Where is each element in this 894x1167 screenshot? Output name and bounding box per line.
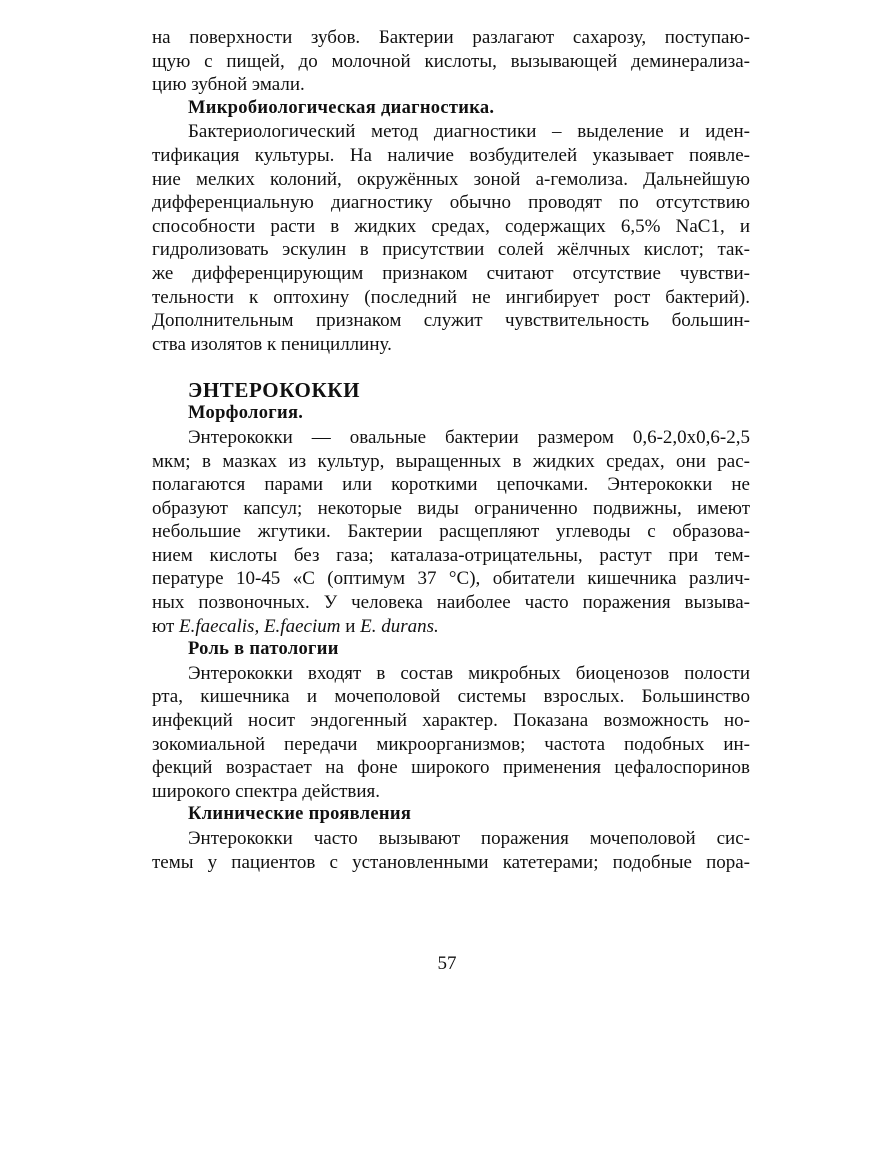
text-line: способности расти в жидких средах, содержащих 6,5% NaC1, и (152, 215, 750, 237)
text-line: фекций возрастает на фоне широкого применения цефалоспоринов (152, 757, 750, 779)
text-fragment: ют (152, 615, 179, 637)
diagnostics-paragraph (152, 120, 750, 356)
text-line: мкм; в мазках из культур, выращенных в жидких средах, они рас- (152, 450, 750, 472)
species-name: E.faecium (263, 615, 341, 637)
text-line: Бактериологический метод диагностики – выделение и иден- (188, 121, 750, 143)
text-fragment: и (340, 615, 361, 637)
text-line: образуют капсул; некоторые виды ограниченно подвижны, имеют (152, 497, 750, 519)
heading-microbiological-diagnostics: Микробиологическая диагностика. (188, 97, 495, 118)
text-line: полагаются парами или короткими цепочками. Энтерококки не (152, 474, 750, 496)
text-line: дифференциальную диагностику обычно проводят по отсутствию (152, 192, 750, 214)
text-line: тельности к оптохину (последний не ингибирует рост бактерий). (152, 286, 750, 308)
heading-role-in-pathology: Роль в патологии (188, 639, 339, 660)
text-line: инфекций носит эндогенный характер. Показана возможность но- (152, 710, 750, 732)
clinical-paragraph (152, 827, 750, 874)
text-line: на поверхности зубов. Бактерии разлагают сахарозу, поступаю- (152, 27, 750, 48)
text-line: рта, кишечника и мочеполовой системы взрослых. Большинство (152, 686, 750, 708)
text-line: гидролизовать эскулин в присутствии солей жёлчных кислот; так- (152, 239, 750, 261)
text-line: Энтерококки — овальные бактерии размером 0,6-2,0х0,6-2,5 (188, 426, 750, 448)
text-line: пературе 10-45 «С (оптимум 37 °С), обитатели кишечника различ- (152, 568, 750, 590)
text-line: ние мелких колоний, окружённых зоной а-гемолиза. Дальнейшую (152, 168, 750, 190)
heading-clinical-manifestations: Клинические проявления (188, 804, 412, 825)
section-title-enterococci: ЭНТЕРОКОККИ (188, 378, 361, 403)
text-line: зокомиальной передачи микроорганизмов; частота подобных ин- (152, 733, 750, 755)
text-line: небольшие жгутики. Бактерии расщепляют углеводы с образова- (152, 521, 750, 543)
heading-morphology: Морфология. (188, 403, 304, 424)
intro-paragraph (152, 26, 750, 97)
morphology-paragraph (152, 426, 750, 638)
text-line: тификация культуры. На наличие возбудителей указывает появле- (152, 144, 750, 166)
text-line: широкого спектра действия. (152, 780, 380, 802)
text-line: цию зубной эмали. (152, 74, 305, 96)
text-line: ных позвоночных. У человека наиболее часто поражения вызыва- (152, 592, 750, 614)
text-line: Энтерококки часто вызывают поражения мочеполовой сис- (188, 828, 750, 849)
text-line: же дифференцирующим признаком считают отсутствие чувстви- (152, 262, 750, 284)
page-content (152, 26, 750, 874)
pathology-paragraph (152, 662, 750, 804)
text-line-species (152, 615, 750, 639)
page-number: 57 (437, 953, 457, 974)
species-name: E. durans. (360, 615, 439, 637)
text-line: темы у пациентов с установленными катетерами; подобные пора- (152, 851, 750, 873)
text-line: Дополнительным признаком служит чувствительность большин- (152, 310, 750, 332)
text-line: щую с пищей, до молочной кислоты, вызывающей деминерализа- (152, 50, 750, 72)
section-spacer (152, 356, 750, 378)
species-name: E.faecalis, (179, 615, 260, 637)
text-line: нием кислоты без газа; каталаза-отрицательны, растут при тем- (152, 544, 750, 566)
text-line: ства изолятов к пенициллину. (152, 333, 392, 355)
text-line: Энтерококки входят в состав микробных биоценозов полости (188, 662, 750, 684)
